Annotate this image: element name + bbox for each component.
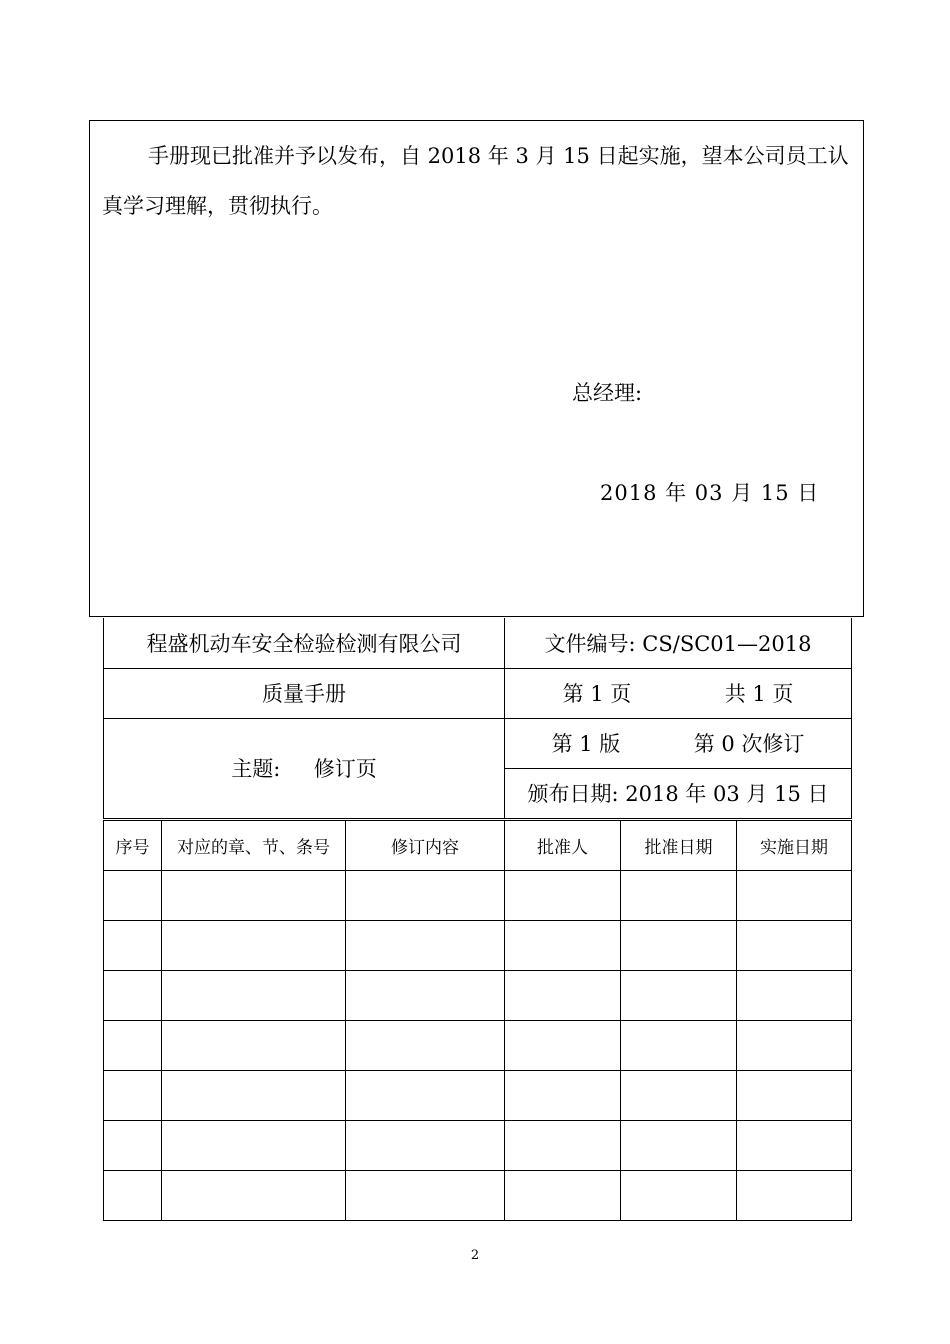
table-cell bbox=[104, 1121, 162, 1171]
table-cell bbox=[162, 971, 346, 1021]
approval-date: 2018 年 03 月 15 日 bbox=[600, 481, 820, 505]
col-header-seq: 序号 bbox=[104, 821, 162, 871]
table-cell bbox=[505, 1071, 621, 1121]
company-name: 程盛机动车安全检验检测有限公司 bbox=[104, 618, 505, 668]
table-cell bbox=[162, 1071, 346, 1121]
table-cell bbox=[505, 1121, 621, 1171]
document-header-table bbox=[103, 618, 852, 819]
table-row bbox=[104, 1021, 852, 1071]
table-row bbox=[104, 971, 852, 1021]
table-cell bbox=[505, 871, 621, 921]
col-header-approver: 批准人 bbox=[505, 821, 621, 871]
col-header-content: 修订内容 bbox=[346, 821, 505, 871]
table-cell bbox=[737, 1021, 852, 1071]
table-cell bbox=[621, 1071, 737, 1121]
table-cell bbox=[162, 1121, 346, 1171]
table-cell bbox=[621, 1021, 737, 1071]
table-cell bbox=[737, 1071, 852, 1121]
table-row bbox=[104, 871, 852, 921]
page-number: 2 bbox=[470, 1248, 480, 1263]
table-cell bbox=[621, 1121, 737, 1171]
table-cell bbox=[346, 1071, 505, 1121]
document-title: 质量手册 bbox=[104, 668, 505, 718]
table-cell bbox=[737, 1171, 852, 1221]
subject: 主题: 修订页 bbox=[104, 718, 505, 818]
revision-count: 第 0 次修订 bbox=[693, 732, 805, 756]
table-cell bbox=[162, 1021, 346, 1071]
table-cell bbox=[621, 921, 737, 971]
table-cell bbox=[346, 1121, 505, 1171]
page-current: 第 1 页 bbox=[562, 682, 632, 706]
approval-notice: 手册现已批准并予以发布，自 2018 年 3 月 15 日起实施，望本公司员工认真学习理解，贯彻执行。 bbox=[102, 144, 849, 218]
table-row bbox=[104, 1071, 852, 1121]
table-cell bbox=[104, 871, 162, 921]
general-manager-label: 总经理: bbox=[572, 381, 643, 405]
table-cell bbox=[104, 1021, 162, 1071]
table-cell bbox=[162, 871, 346, 921]
table-cell bbox=[621, 871, 737, 921]
table-cell bbox=[737, 971, 852, 1021]
file-number: 文件编号: CS/SC01—2018 bbox=[505, 618, 852, 668]
table-row bbox=[104, 921, 852, 971]
table-cell bbox=[505, 1171, 621, 1221]
table-cell bbox=[621, 1171, 737, 1221]
col-header-effective-date: 实施日期 bbox=[737, 821, 852, 871]
revision-table bbox=[103, 820, 852, 1221]
table-cell bbox=[505, 1021, 621, 1071]
table-cell bbox=[346, 921, 505, 971]
edition-info bbox=[505, 718, 852, 768]
table-cell bbox=[162, 921, 346, 971]
table-cell bbox=[104, 921, 162, 971]
table-cell bbox=[346, 1021, 505, 1071]
page-info bbox=[505, 668, 852, 718]
revision-table-header bbox=[104, 821, 852, 871]
issue-date: 颁布日期: 2018 年 03 月 15 日 bbox=[505, 768, 852, 818]
col-header-approval-date: 批准日期 bbox=[621, 821, 737, 871]
table-cell bbox=[346, 1171, 505, 1221]
table-cell bbox=[737, 921, 852, 971]
table-cell bbox=[346, 971, 505, 1021]
col-header-section: 对应的章、节、条号 bbox=[162, 821, 346, 871]
table-row bbox=[104, 1121, 852, 1171]
table-cell bbox=[346, 871, 505, 921]
page-total: 共 1 页 bbox=[724, 682, 794, 706]
table-cell bbox=[505, 921, 621, 971]
table-cell bbox=[737, 1121, 852, 1171]
table-cell bbox=[505, 971, 621, 1021]
table-cell bbox=[737, 871, 852, 921]
table-cell bbox=[621, 971, 737, 1021]
table-cell bbox=[104, 971, 162, 1021]
table-cell bbox=[104, 1071, 162, 1121]
table-row bbox=[104, 1171, 852, 1221]
approval-box bbox=[89, 120, 864, 617]
table-cell bbox=[162, 1171, 346, 1221]
table-cell bbox=[104, 1171, 162, 1221]
edition: 第 1 版 bbox=[551, 732, 621, 756]
